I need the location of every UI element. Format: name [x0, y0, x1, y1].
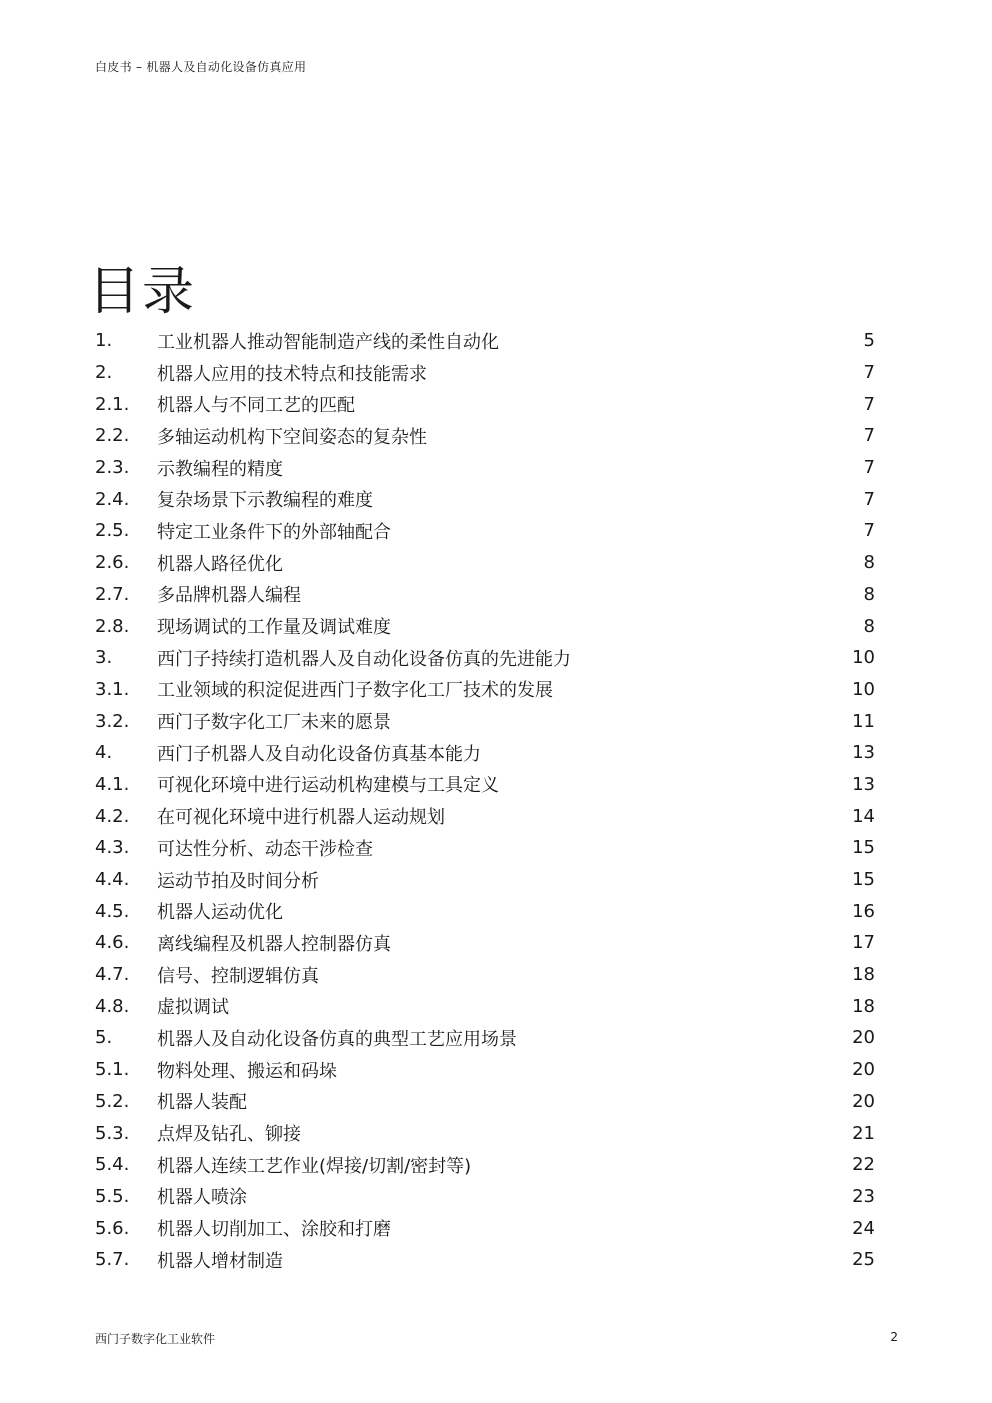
toc-entry-title: 可视化环境中进行运动机构建模与工具定义 — [157, 775, 499, 797]
toc-entry-title: 机器人连续工艺作业(焊接/切割/密封等) — [157, 1155, 472, 1177]
toc-entry-number: 4.3. — [95, 837, 130, 859]
toc-entry-title: 机器人切削加工、涂胶和打磨 — [157, 1219, 391, 1241]
toc-entry-page: 8 — [863, 583, 875, 605]
toc-entry-page: 18 — [852, 964, 875, 986]
toc-entry-title: 机器人喷涂 — [157, 1187, 247, 1209]
toc-entry-number: 4.8. — [95, 995, 130, 1017]
toc-entry-page: 14 — [852, 805, 875, 827]
toc-entry-title: 可达性分析、动态干涉检查 — [157, 838, 373, 860]
toc-entry-title: 多品牌机器人编程 — [157, 585, 301, 607]
toc-entry[interactable] — [95, 1022, 885, 1054]
toc-entry-title: 工业机器人推动智能制造产线的柔性自动化 — [157, 331, 499, 353]
toc-entry-title: 西门子持续打造机器人及自动化设备仿真的先进能力 — [157, 648, 571, 670]
toc-entry-page: 13 — [852, 742, 875, 764]
toc-entry-number: 2.2. — [95, 425, 130, 447]
toc-entry[interactable] — [95, 864, 885, 896]
toc-entry[interactable] — [95, 547, 885, 579]
toc-entry-title: 示教编程的精度 — [157, 458, 283, 480]
toc-entry-page: 7 — [863, 457, 875, 479]
toc-entry-number: 4.1. — [95, 773, 130, 795]
toc-entry-title: 工业领域的积淀促进西门子数字化工厂技术的发展 — [157, 680, 553, 702]
toc-entry[interactable] — [95, 610, 885, 642]
toc-entry-page: 23 — [852, 1185, 875, 1207]
page-title: 目录 — [88, 261, 197, 322]
toc-entry[interactable] — [95, 832, 885, 864]
toc-entry[interactable] — [95, 959, 885, 991]
toc-entry-number: 2.6. — [95, 552, 130, 574]
toc-entry-title: 机器人应用的技术特点和技能需求 — [157, 363, 427, 385]
toc-entry-page: 5 — [863, 330, 875, 352]
toc-entry-number: 2.4. — [95, 488, 130, 510]
footer-page-number: 2 — [890, 1330, 898, 1344]
toc-entry[interactable] — [95, 325, 885, 357]
toc-entry-title: 信号、控制逻辑仿真 — [157, 965, 319, 987]
toc-entry-number: 5.4. — [95, 1154, 130, 1176]
toc-entry-page: 17 — [852, 932, 875, 954]
toc-entry-page: 7 — [863, 362, 875, 384]
toc-entry-title: 离线编程及机器人控制器仿真 — [157, 933, 391, 955]
toc-entry-page: 24 — [852, 1217, 875, 1239]
toc-entry-page: 10 — [852, 678, 875, 700]
toc-entry-page: 15 — [852, 869, 875, 891]
toc-entry-number: 5.6. — [95, 1217, 130, 1239]
toc-entry[interactable] — [95, 579, 885, 611]
footer-publisher: 西门子数字化工业软件 — [95, 1332, 216, 1346]
toc-entry-number: 5.2. — [95, 1090, 130, 1112]
toc-entry-number: 5.1. — [95, 1059, 130, 1081]
toc-entry-number: 5.7. — [95, 1249, 130, 1271]
toc-entry-page: 10 — [852, 647, 875, 669]
toc-entry[interactable] — [95, 895, 885, 927]
toc-entry-number: 5. — [95, 1027, 113, 1049]
toc-entry-title: 现场调试的工作量及调试难度 — [157, 617, 391, 639]
toc-entry[interactable] — [95, 357, 885, 389]
toc-entry[interactable] — [95, 1149, 885, 1181]
running-header: 白皮书 – 机器人及自动化设备仿真应用 — [95, 60, 307, 74]
toc-entry[interactable] — [95, 705, 885, 737]
toc-entry[interactable] — [95, 642, 885, 674]
toc-entry[interactable] — [95, 1244, 885, 1276]
toc-entry-page: 21 — [852, 1122, 875, 1144]
toc-entry-title: 虚拟调试 — [157, 997, 229, 1019]
toc-entry-number: 4.5. — [95, 900, 130, 922]
toc-entry-title: 复杂场景下示教编程的难度 — [157, 490, 373, 512]
toc-entry[interactable] — [95, 1054, 885, 1086]
toc-entry[interactable] — [95, 420, 885, 452]
toc-entry-number: 2.5. — [95, 520, 130, 542]
toc-entry-page: 11 — [852, 710, 875, 732]
toc-entry-page: 20 — [852, 1027, 875, 1049]
toc-entry-number: 3.1. — [95, 678, 130, 700]
toc-entry[interactable] — [95, 674, 885, 706]
toc-entry-title: 机器人路径优化 — [157, 553, 283, 575]
toc-entry-page: 18 — [852, 995, 875, 1017]
toc-entry[interactable] — [95, 927, 885, 959]
toc-entry[interactable] — [95, 483, 885, 515]
toc-entry-title: 西门子数字化工厂未来的愿景 — [157, 712, 391, 734]
toc-entry-page: 7 — [863, 425, 875, 447]
toc-entry-page: 8 — [863, 552, 875, 574]
toc-entry[interactable] — [95, 1181, 885, 1213]
toc-entry-title: 西门子机器人及自动化设备仿真基本能力 — [157, 743, 481, 765]
toc-entry-number: 4.7. — [95, 964, 130, 986]
toc-entry-page: 7 — [863, 488, 875, 510]
toc-entry[interactable] — [95, 1212, 885, 1244]
toc-entry-title: 机器人运动优化 — [157, 902, 283, 924]
toc-entry-number: 2.8. — [95, 615, 130, 637]
toc-entry-number: 4.6. — [95, 932, 130, 954]
toc-entry-number: 2.3. — [95, 457, 130, 479]
table-of-contents — [95, 325, 885, 1276]
toc-entry-number: 2. — [95, 362, 113, 384]
toc-entry-page: 25 — [852, 1249, 875, 1271]
toc-entry[interactable] — [95, 800, 885, 832]
toc-entry-number: 3.2. — [95, 710, 130, 732]
toc-entry-page: 16 — [852, 900, 875, 922]
toc-entry-title: 运动节拍及时间分析 — [157, 870, 319, 892]
toc-entry-number: 4. — [95, 742, 113, 764]
toc-entry-number: 5.3. — [95, 1122, 130, 1144]
toc-entry-title: 特定工业条件下的外部轴配合 — [157, 521, 391, 543]
toc-entry[interactable] — [95, 1117, 885, 1149]
toc-entry-number: 5.5. — [95, 1185, 130, 1207]
toc-entry-title: 机器人装配 — [157, 1092, 247, 1114]
toc-entry-title: 物料处理、搬运和码垛 — [157, 1060, 337, 1082]
toc-entry-number: 2.1. — [95, 393, 130, 415]
toc-entry-page: 22 — [852, 1154, 875, 1176]
toc-entry-number: 4.4. — [95, 869, 130, 891]
toc-entry-number: 4.2. — [95, 805, 130, 827]
toc-entry[interactable] — [95, 515, 885, 547]
toc-entry-page: 7 — [863, 520, 875, 542]
toc-entry-page: 7 — [863, 393, 875, 415]
toc-entry-page: 15 — [852, 837, 875, 859]
toc-entry-number: 3. — [95, 647, 113, 669]
toc-entry-page: 20 — [852, 1059, 875, 1081]
toc-entry-title: 机器人增材制造 — [157, 1250, 283, 1272]
toc-entry-title: 点焊及钻孔、铆接 — [157, 1124, 301, 1146]
toc-entry-page: 20 — [852, 1090, 875, 1112]
toc-entry[interactable] — [95, 388, 885, 420]
toc-entry[interactable] — [95, 737, 885, 769]
toc-entry-number: 2.7. — [95, 583, 130, 605]
toc-entry-title: 机器人与不同工艺的匹配 — [157, 395, 355, 417]
toc-entry-title: 在可视化环境中进行机器人运动规划 — [157, 807, 445, 829]
toc-entry-number: 1. — [95, 330, 113, 352]
toc-entry-page: 8 — [863, 615, 875, 637]
toc-entry[interactable] — [95, 769, 885, 801]
toc-entry[interactable] — [95, 990, 885, 1022]
toc-entry-title: 多轴运动机构下空间姿态的复杂性 — [157, 426, 427, 448]
toc-entry-title: 机器人及自动化设备仿真的典型工艺应用场景 — [157, 1028, 517, 1050]
toc-entry[interactable] — [95, 1086, 885, 1118]
toc-entry-page: 13 — [852, 773, 875, 795]
toc-entry[interactable] — [95, 452, 885, 484]
